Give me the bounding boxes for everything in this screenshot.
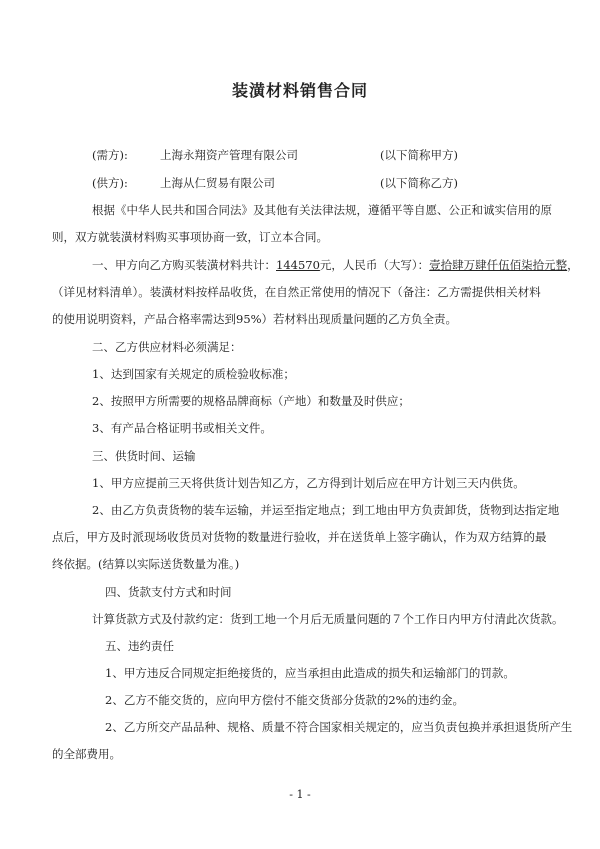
section3-item-2-line-3: 终依据。(结算以实际送货数量为准。) bbox=[52, 557, 240, 571]
supplier-label: (供方): bbox=[92, 176, 128, 190]
section1-mid: 元，人民币（大写）： bbox=[319, 258, 430, 272]
section4-heading: 四、货款支付方式和时间 bbox=[105, 585, 232, 599]
section4-text: 计算货款方式及付款约定：货到工地一个月后无质量问题的７个工作日内甲方付清此次货款。 bbox=[92, 612, 564, 626]
buyer-name: 上海永翔资产管理有限公司 bbox=[160, 148, 298, 162]
buyer-label: (需方): bbox=[92, 148, 128, 162]
section3-item-1: 1、甲方应提前三天将供货计划告知乙方，乙方得到计划后应在甲方计划三天内供货。 bbox=[92, 476, 525, 490]
section3-item-2-line-2: 点后，甲方及时派现场收货员对货物的数量进行验收，并在送货单上签字确认，作为双方结算的最 bbox=[52, 530, 547, 544]
document-title: 装潢材料销售合同 bbox=[231, 81, 368, 100]
section5-heading: 五、违约责任 bbox=[105, 639, 174, 653]
section5-item-3-line-1: 2、乙方所交产品品种、规格、质量不符合国家相关规定的，应当负责包换并承担退货所产生 bbox=[105, 720, 573, 734]
page-number: - 1 - bbox=[289, 788, 311, 801]
intro-line-1: 根据《中华人民共和国合同法》及其他有关法律法规，遵循平等自愿、公正和诚实信用的原 bbox=[92, 203, 552, 217]
section2-item-1: 1、达到国家有关规定的质检验收标准； bbox=[92, 367, 295, 381]
total-amount: 144570 bbox=[276, 258, 320, 272]
section3-item-2-line-1: 2、由乙方负责货物的装车运输，并运至指定地点；到工地由甲方负责卸货，货物到达指定地 bbox=[92, 503, 560, 517]
section3-heading: 三、供货时间、运输 bbox=[92, 449, 196, 463]
section1-line-1 bbox=[92, 258, 579, 272]
section1-prefix: 一、甲方向乙方购买装潢材料共计： bbox=[92, 258, 276, 272]
section5-item-2: 2、乙方不能交货的，应向甲方偿付不能交货部分货款的2%的违约金。 bbox=[105, 693, 465, 707]
section5-item-1: 1、甲方违反合同规定拒绝接货的，应当承担由此造成的损失和运输部门的罚款。 bbox=[105, 666, 515, 680]
section1-line-2: （详见材料清单）。装潢材料按样品收货，在自然正常使用的情况下（备注：乙方需提供相关材料 bbox=[52, 285, 541, 299]
section2-item-2: 2、按照甲方所需要的规格品牌商标（产地）和数量及时供应； bbox=[92, 394, 410, 408]
section2-item-3: 3、有产品合格证明书或相关文件。 bbox=[92, 421, 272, 435]
section2-heading: 二、乙方供应材料必须满足： bbox=[92, 340, 242, 354]
buyer-note: (以下简称甲方) bbox=[380, 148, 458, 162]
amount-in-words: 壹拾肆万肆仟伍佰柒拾元整 bbox=[429, 258, 568, 272]
section5-item-3-line-2: 的全部费用。 bbox=[52, 747, 121, 761]
section1-line-3: 的使用说明资料，产品合格率需达到95%）若材料出现质量问题的乙方负全责。 bbox=[52, 312, 458, 326]
supplier-name: 上海从仁贸易有限公司 bbox=[160, 176, 275, 190]
section1-post: ， bbox=[567, 258, 579, 272]
supplier-note: (以下简称乙方) bbox=[380, 176, 458, 190]
intro-line-2: 则，双方就装潢材料购买事项协商一致，订立本合同。 bbox=[52, 230, 328, 244]
